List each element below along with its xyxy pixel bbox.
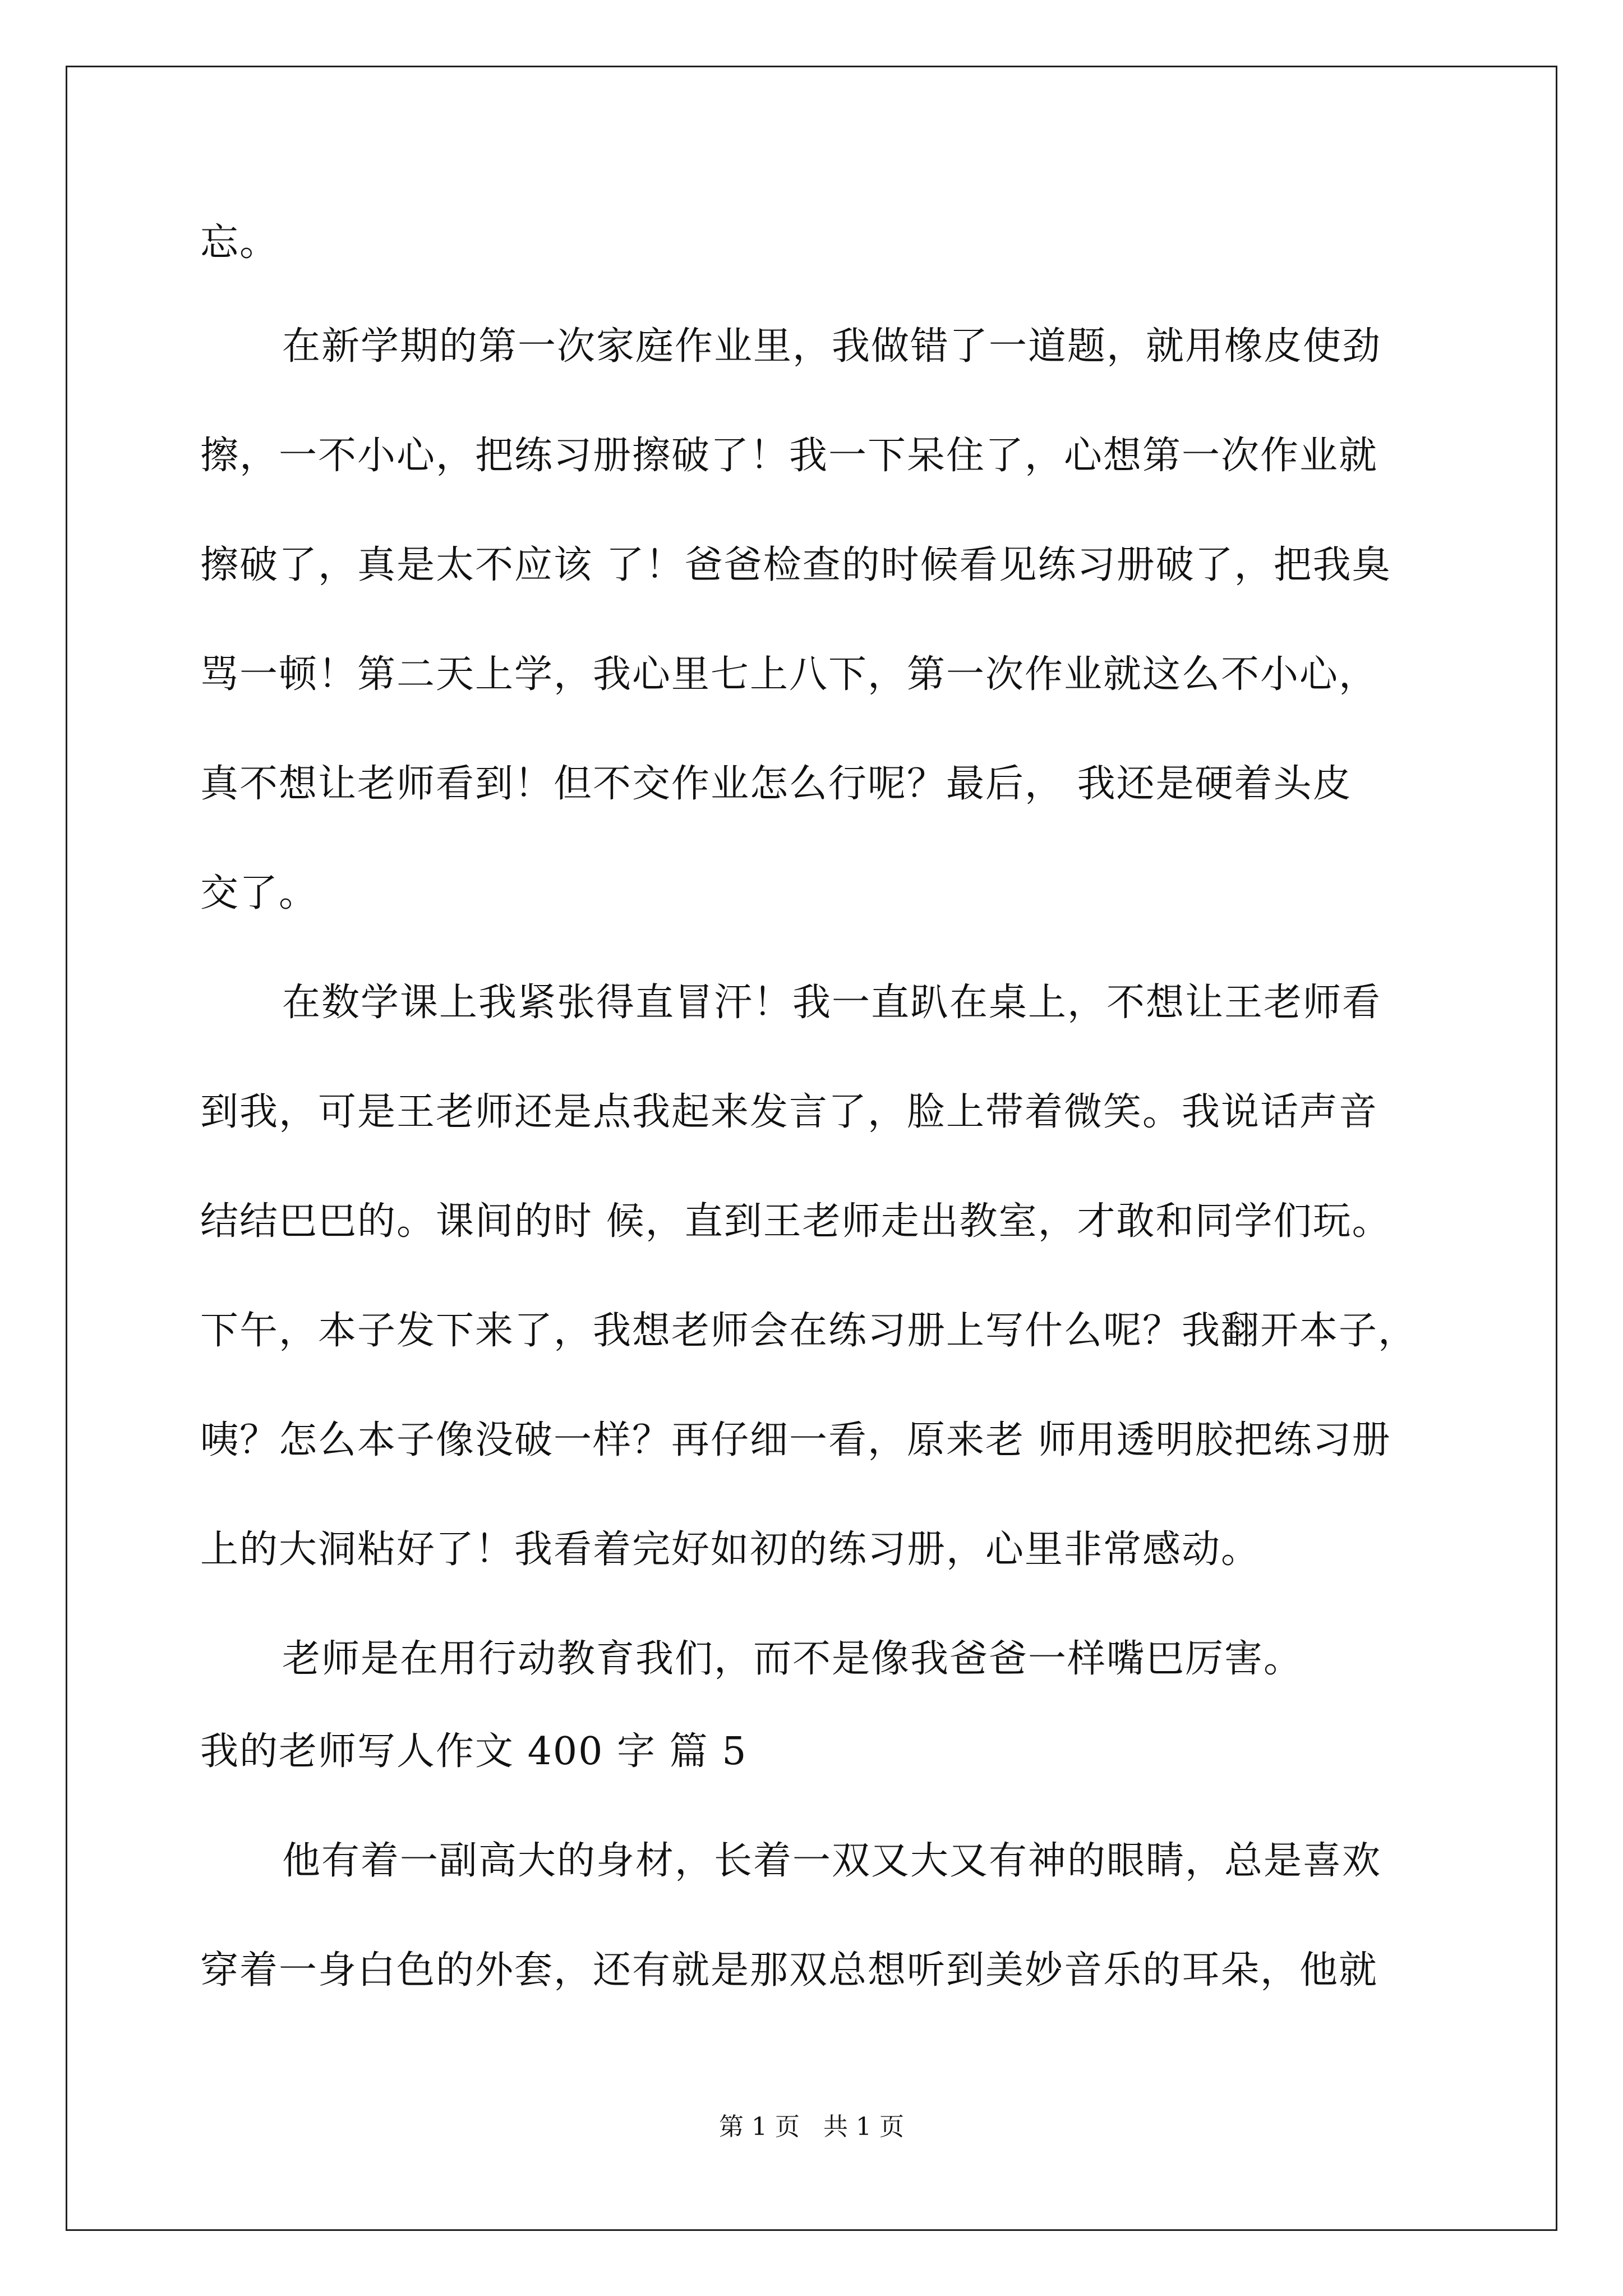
text-line: 下午，本子发下来了，我想老师会在练习册上写什么呢？我翻开本子，: [200, 1309, 1418, 1353]
text-line: 交了。: [200, 871, 319, 915]
text-line: 上的大洞粘好了！我看着完好如初的练习册，心里非常感动。: [200, 1527, 1261, 1572]
page-footer: 第 1 页 共 1 页: [719, 2113, 904, 2141]
text-line: 忘。: [200, 220, 279, 265]
text-line: 真不想让老师看到！但不交作业怎么行呢？最后， 我还是硬着头皮: [200, 762, 1352, 806]
text-line: 结结巴巴的。课间的时 候，直到王老师走出教室，才敢和同学们玩。: [200, 1199, 1391, 1244]
text-line: 到我，可是王老师还是点我起来发言了，脸上带着微笑。我说话声音: [200, 1090, 1378, 1134]
text-line: 老师是在用行动教育我们，而不是像我爸爸一样嘴巴厉害。: [282, 1637, 1303, 1681]
text-line: 他有着一副高大的身材，长着一双又大又有神的眼睛，总是喜欢: [282, 1839, 1382, 1883]
text-line: 在新学期的第一次家庭作业里，我做错了一道题，就用橡皮使劲: [282, 324, 1382, 369]
text-line: 穿着一身白色的外套，还有就是那双总想听到美妙音乐的耳朵，他就: [200, 1948, 1378, 1993]
text-line: 擦，一不小心，把练习册擦破了！我一下呆住了，心想第一次作业就: [200, 434, 1378, 478]
text-line: 在数学课上我紧张得直冒汗！我一直趴在桌上，不想让王老师看: [282, 981, 1382, 1025]
text-line: 咦？怎么本子像没破一样？再仔细一看，原来老 师用透明胶把练习册: [200, 1418, 1391, 1462]
page-border: [66, 66, 1557, 2231]
text-line: 骂一顿！第二天上学，我心里七上八下，第一次作业就这么不小心，: [200, 652, 1378, 697]
text-line: 擦破了，真是太不应该 了！爸爸检查的时候看见练习册破了，把我臭: [200, 543, 1391, 587]
section-heading: 我的老师写人作文 400 字 篇 5: [200, 1729, 748, 1774]
